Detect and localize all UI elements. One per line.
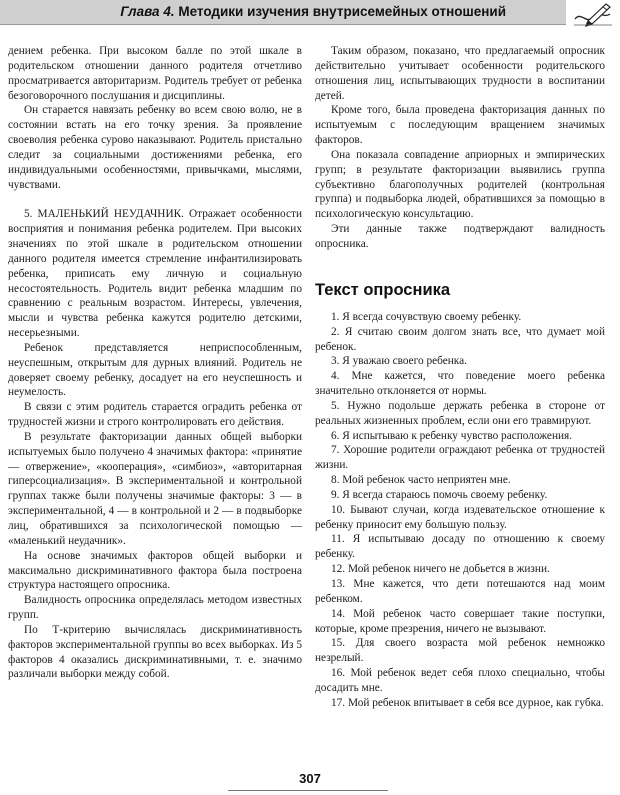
running-header: [0, 0, 620, 26]
questionnaire-item: 10. Бывают случаи, когда издевательское отношение к ребенку приносит ему большую пользу.: [315, 503, 605, 531]
header-chapter-title: Методики изучения внутрисемейных отношений: [178, 4, 506, 19]
questionnaire-item: 11. Я испытываю досаду по отношению к своему ребенку.: [315, 533, 605, 561]
pen-writing-icon: [572, 1, 614, 27]
questionnaire-item: 16. Мой ребенок ведет себя плохо специально, чтобы досадить мне.: [315, 667, 605, 694]
paragraph: Эти данные также подтверждают валидность опросника.: [315, 223, 605, 250]
questionnaire-item: 13. Мне кажется, что дети потешаются над моим ребенком.: [315, 578, 605, 605]
header-chapter: Глава 4.: [120, 4, 175, 19]
paragraph: По Т-критерию вычислялась дискриминативность факторов экспериментальной группы во всех выборках. Из 5 факторов 4 оказались дискриминативными, т. е. значимо различали выборки между собой.: [8, 623, 302, 681]
page-number: 307: [299, 771, 321, 786]
questionnaire-item: 7. Хорошие родители ограждают ребенка от трудностей жизни.: [315, 444, 605, 472]
paragraph: В результате факторизации данных общей выборки испытуемых было получено 4 значимых фактора: «принятие — отвержение», «кооперация», «симбиоз», «авторитарная гиперсоциализация». В экспериментальной и контрольной группах также были получены значимые факторы: 3 — в экспериментальной, 4 — в контрольной и 2 — в подвыборке лиц, обратившихся за психологической помощью — «маленький неудачник».: [8, 430, 302, 547]
paragraph: Валидность опросника определялась методом известных групп.: [8, 594, 302, 622]
paragraph: Она показала совпадение априорных и эмпирических групп; в результате факторизации выявились группа субъективно благополучных родителей (контрольная группа) и подвыборка людей, обратившихся за помощью в психологическую консультацию.: [315, 148, 605, 221]
questionnaire-item: 8. Мой ребенок часто неприятен мне.: [331, 474, 511, 487]
questionnaire-item: 3. Я уважаю своего ребенка.: [331, 355, 467, 368]
questionnaire-item: 6. Я испытываю к ребенку чувство расположения.: [331, 429, 573, 442]
paragraph: В связи с этим родитель старается оградить ребенка от трудностей жизни и строго контролировать его действия.: [8, 401, 302, 429]
questionnaire-item: 9. Я всегда стараюсь помочь своему ребенку.: [331, 488, 548, 501]
left-column: [8, 44, 302, 682]
questionnaire-item: 14. Мой ребенок часто совершает такие поступки, которые, кроме презрения, ничего не вызывают.: [315, 607, 605, 635]
paragraph: дением ребенка. При высоком балле по этой шкале в родительском отношении данного родителя отчетливо просматривается авторитаризм. Родитель требует от ребенка безоговорочного послушания и дисциплины.: [8, 45, 302, 102]
questionnaire-item: 12. Мой ребенок ничего не добьется в жизни.: [331, 563, 550, 576]
questionnaire-item: 2. Я считаю своим долгом знать все, что думает мой ребенок.: [315, 325, 605, 353]
questionnaire-item: 17. Мой ребенок впитывает в себя все дурное, как губка.: [331, 696, 604, 709]
paragraph: Ребенок представляется неприспособленным, неуспешным, открытым для дурных влияний. Родитель не доверяет своему ребенку, досадует на его неуспешность и неумелость.: [8, 341, 302, 399]
questionnaire-item: 15. Для своего возраста мой ребенок немножко незрелый.: [315, 637, 605, 665]
paragraph: Он старается навязать ребенку во всем свою волю, не в состоянии встать на его точку зрения. За проявление своеволия ребенка сурово наказывают. Родитель пристально следит за социальными достижениями ребенка, его индивидуальными особенностями, привычками, мыслями, чувствами.: [8, 104, 302, 191]
section-title: Текст опросника: [315, 280, 451, 299]
footer-rule: [228, 790, 388, 791]
paragraph: Кроме того, была проведена факторизация данных по испытуемым с последующим вращением значимых факторов.: [315, 104, 605, 147]
paragraph: На основе значимых факторов общей выборки и максимально дискриминативного фактора была построена структура настоящего опросника.: [8, 549, 302, 592]
right-column: [315, 44, 605, 711]
questionnaire-item: 1. Я всегда сочувствую своему ребенку.: [331, 310, 522, 323]
paragraph: 5. МАЛЕНЬКИЙ НЕУДАЧНИК. Отражает особенности восприятия и понимания ребенка родителем. При высоких значениях по этой шкале в родительском отношении данного родителя имеется стремление инфантилизировать ребенка, приписать ему личную и социальную несостоятельность. Родитель видит ребенка младшим по сравнению с реальным возрастом. Интересы, увлечения, мысли и чувства ребенка кажутся родителю детскими, несерьезными.: [8, 208, 302, 340]
header-title: [120, 4, 506, 19]
header-bar: [0, 0, 566, 25]
paragraph: Таким образом, показано, что предлагаемый опросник действительно учитывает особенности родительского отношения лиц, испытывающих трудности в воспитании детей.: [315, 45, 605, 102]
questionnaire-item: 5. Нужно подольше держать ребенка в стороне от реальных жизненных проблем, если они его травмируют.: [315, 399, 605, 427]
questionnaire-item: 4. Мне кажется, что поведение моего ребенка значительно отклоняется от нормы.: [315, 370, 605, 398]
